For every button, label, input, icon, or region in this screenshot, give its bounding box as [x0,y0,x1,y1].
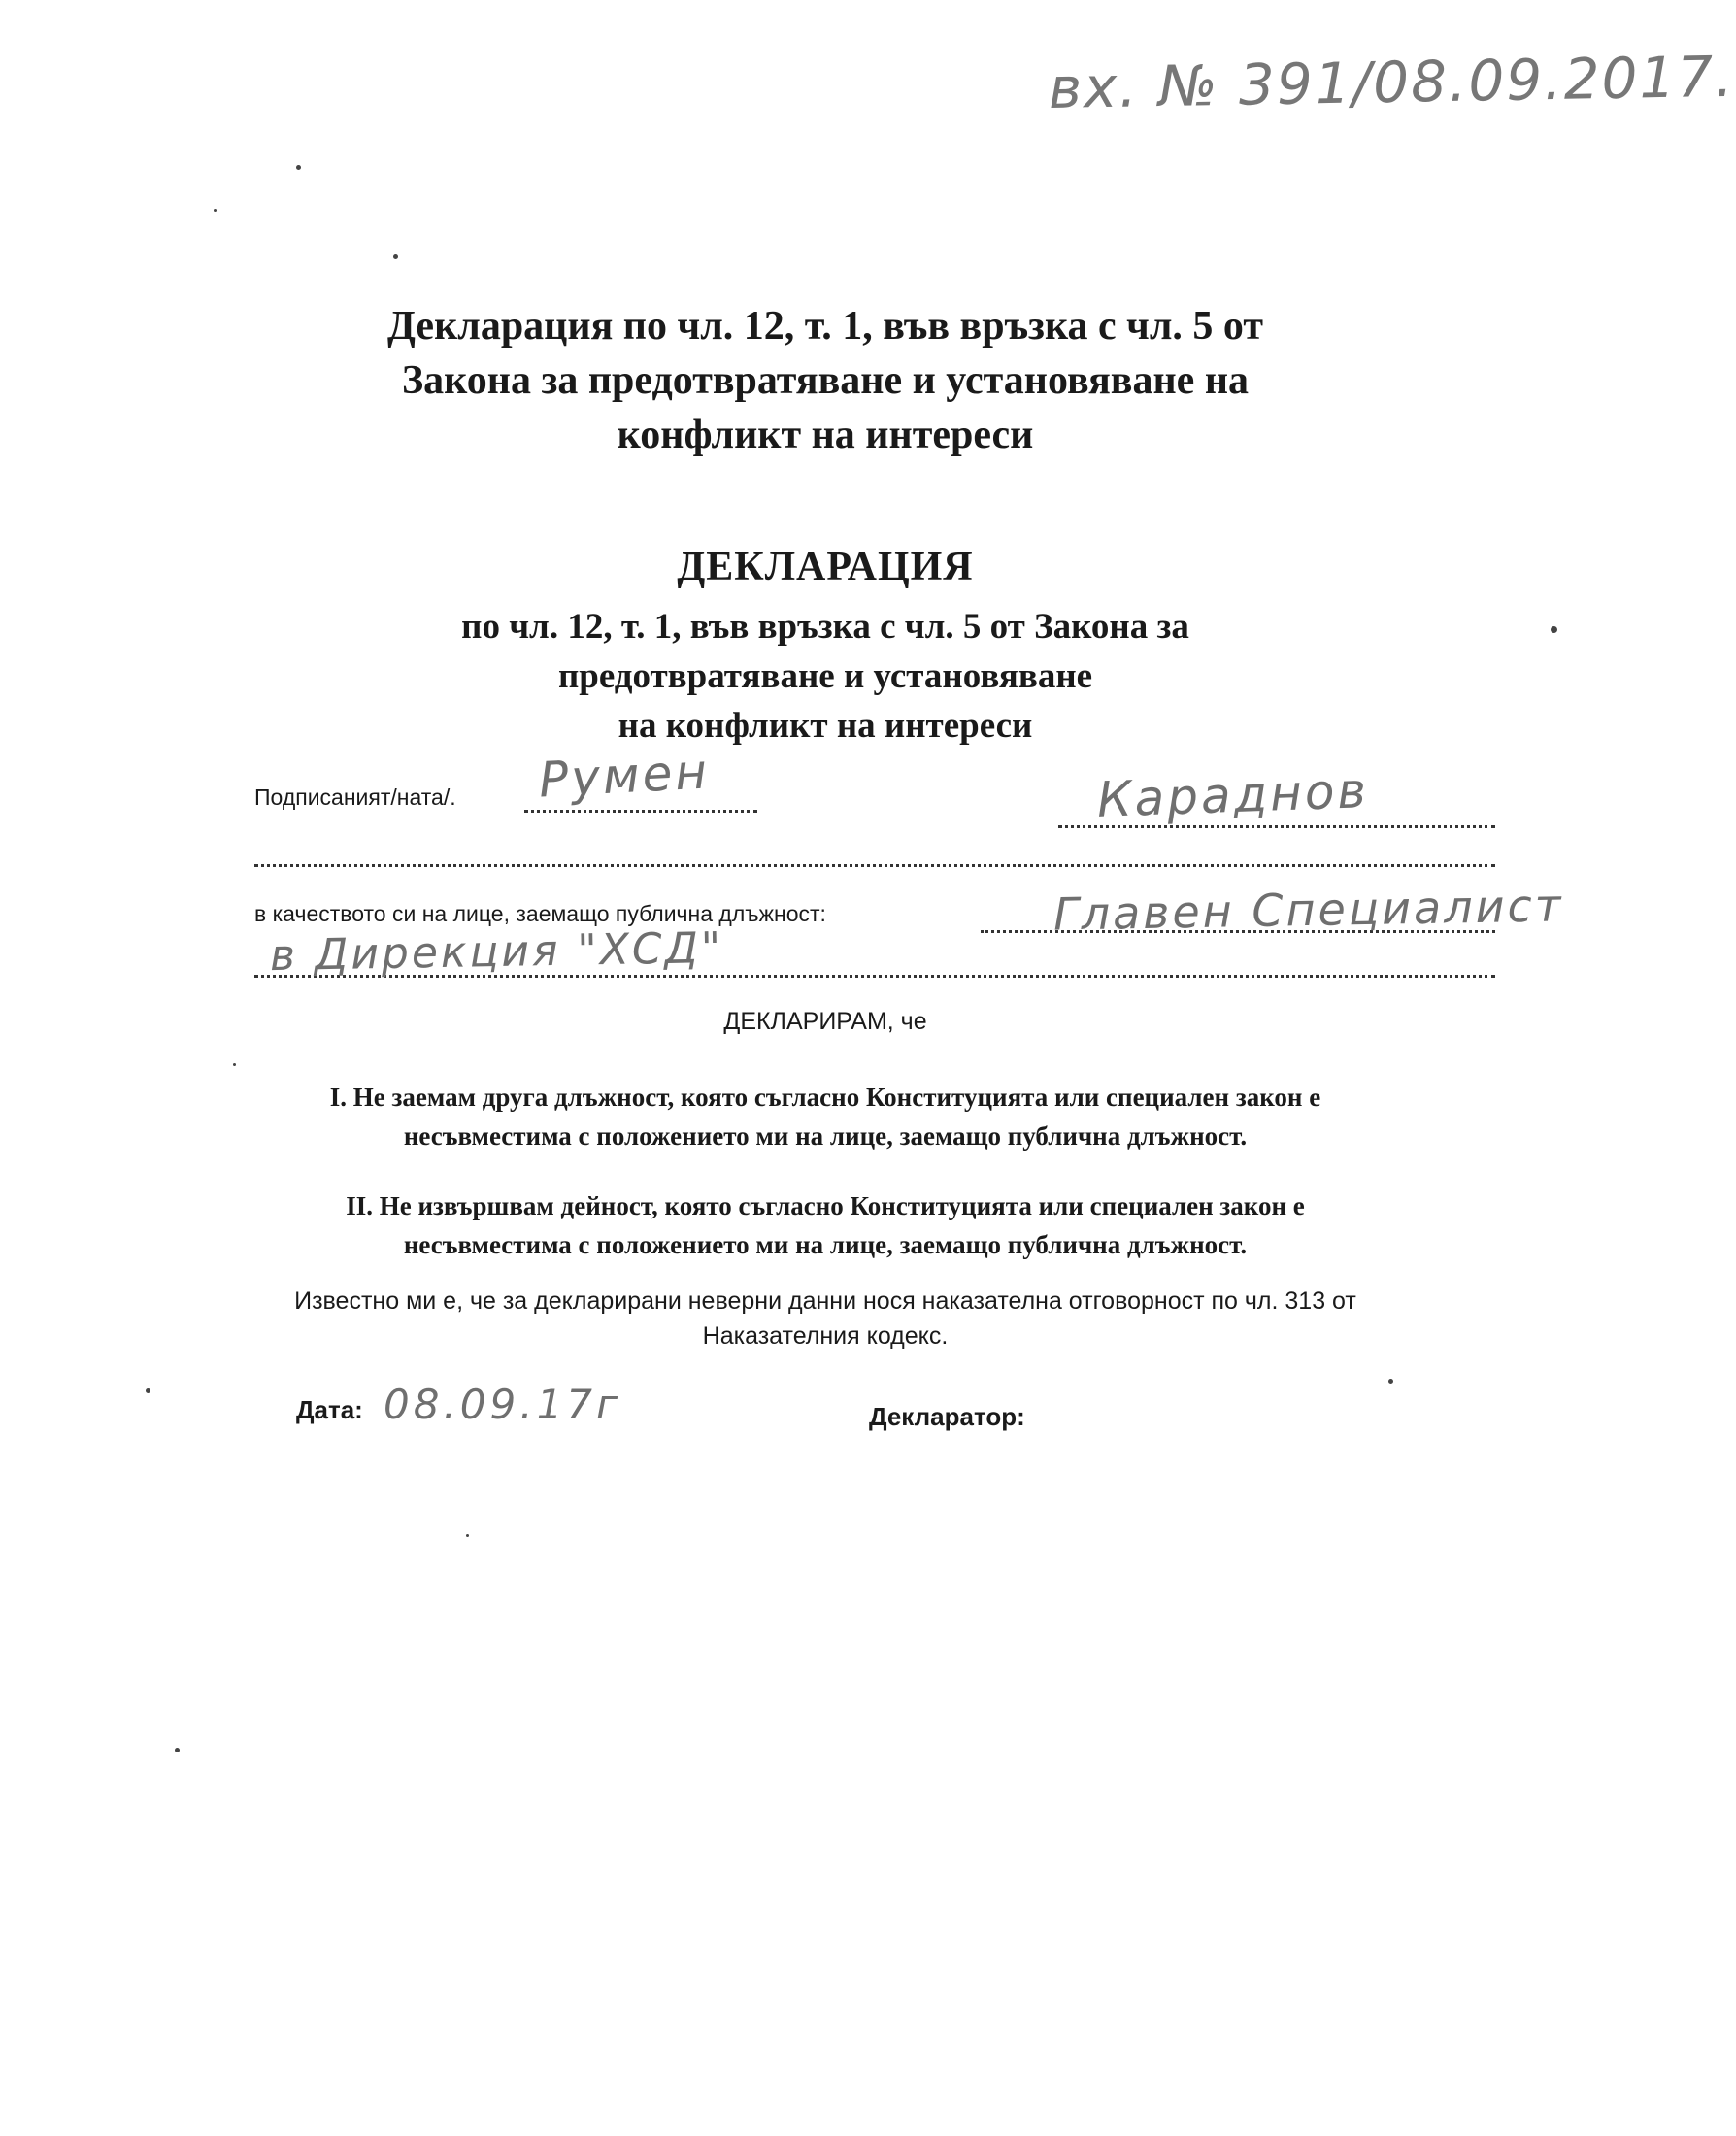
declarant-label: Декларатор: [869,1402,1025,1431]
header-line-2: Закона за предотвратяване и установяване на [401,358,1250,403]
handwritten-position-line-1: Главен Специалист [1052,879,1565,941]
point-1-line-1: I. Не заемам друга длъжност, която съгласно Конституцията или специален закон е [329,1083,1321,1112]
scan-speck [1551,626,1557,633]
header-line-3: конфликт на интереси [617,413,1034,457]
liability-notice [0,1284,1651,1353]
point-2-line-1: II. Не извършвам дейност, която съгласно Конституцията или специален закон е [346,1191,1305,1220]
scan-speck [1388,1379,1393,1384]
scan-speck [296,165,301,170]
declaration-heading: ДЕКЛАРАЦИЯ [677,545,974,589]
scan-speck [146,1388,150,1393]
declaration-point-2 [0,1186,1651,1264]
date-label: Дата: [296,1395,363,1424]
signatory-dots-3 [254,864,1495,867]
scan-speck [214,209,217,212]
handwritten-first-name: Румен [537,743,712,809]
signatory-dots-1 [524,810,757,813]
signatory-label: Подписаният/ната/. [254,784,456,810]
declaration-sub-line-3: на конфликт на интереси [618,706,1033,746]
handwritten-date: 08.09.17г [384,1381,622,1428]
handwritten-last-name: Караднов [1096,762,1370,828]
declare-heading: ДЕКЛАРИРАМ, че [723,1008,927,1035]
scan-speck [466,1534,469,1537]
document-header [0,299,1651,462]
declaration-point-1 [0,1078,1651,1155]
declaration-sub-line-1: по чл. 12, т. 1, във връзка с чл. 5 от Закона за [461,607,1189,647]
handwritten-position-line-2: в Дирекция "ХСД" [269,922,724,982]
position-label: в качеството си на лице, заемащо публична длъжност: [254,901,826,926]
declaration-subtitle [0,602,1651,751]
scan-speck [233,1063,236,1066]
scan-speck [393,254,398,259]
notice-line-1: Известно ми е, че за декларирани неверни данни нося наказателна отговорност по чл. 313 от [294,1287,1356,1315]
header-line-1: Декларация по чл. 12, т. 1, във връзка с чл. 5 от [387,304,1263,349]
scan-speck [175,1748,180,1752]
declaration-sub-line-2: предотвратяване и установяване [557,656,1093,696]
point-2-line-2: несъвместима с положението ми на лице, заемащо публична длъжност. [403,1230,1248,1259]
point-1-line-2: несъвместима с положението ми на лице, заемащо публична длъжност. [403,1121,1248,1151]
notice-line-2: Наказателния кодекс. [702,1322,949,1350]
registration-note: вх. № 391/08.09.2017. [1048,43,1736,122]
